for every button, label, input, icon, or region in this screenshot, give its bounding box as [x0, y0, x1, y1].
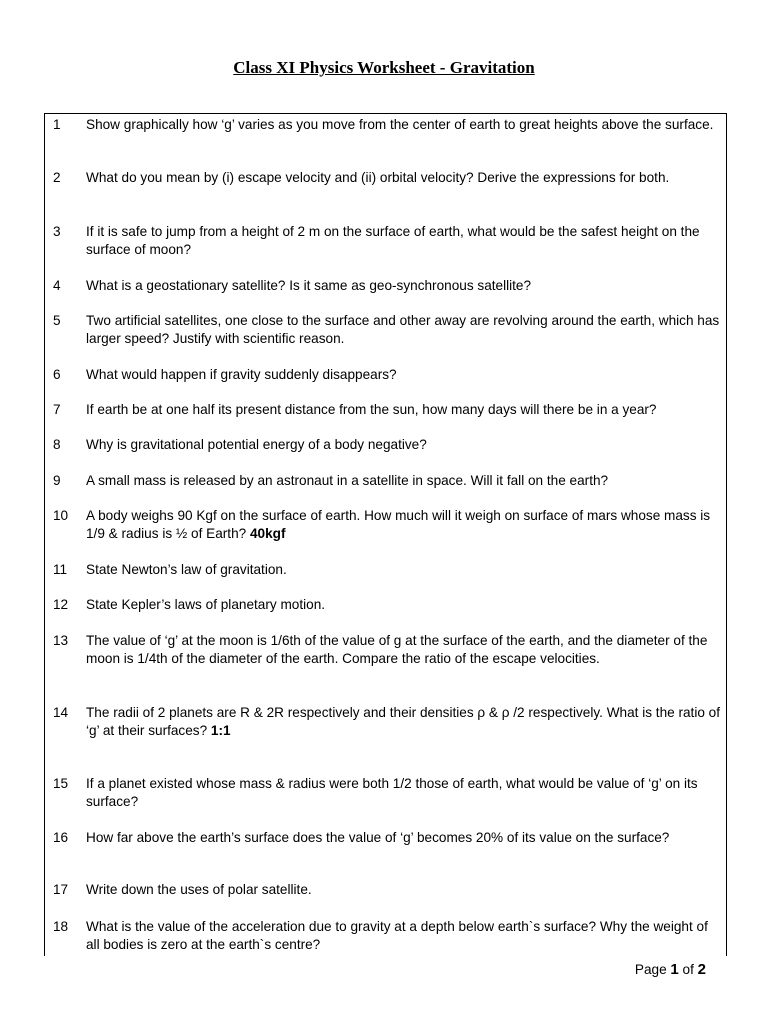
- question-text: A small mass is released by an astronaut in a satellite in space. Will it fall on the earth?: [86, 473, 609, 488]
- question-number: 6: [53, 367, 61, 382]
- question-text: If a planet existed whose mass & radius were both 1/2 those of earth, what would be value of ‘g’ on its surface?: [86, 776, 698, 809]
- question-number: 11: [53, 562, 68, 577]
- question-text: How far above the earth’s surface does the value of ‘g’ becomes 20% of its value on the surface?: [86, 830, 670, 845]
- question-number: 5: [53, 313, 61, 328]
- question-number: 14: [53, 705, 69, 720]
- question-number: 16: [53, 830, 69, 845]
- question-number: 4: [53, 278, 61, 293]
- question-number: 7: [53, 402, 61, 417]
- question-number: 18: [53, 919, 69, 934]
- question-text: State Newton’s law of gravitation.: [86, 562, 287, 577]
- question-number: 8: [53, 437, 61, 452]
- question-number: 10: [53, 508, 69, 523]
- question-number: 3: [53, 224, 61, 239]
- question-text: What would happen if gravity suddenly disappears?: [86, 367, 397, 382]
- of-label: of: [678, 962, 698, 977]
- question-text: What is the value of the acceleration due to gravity at a depth below earth`s surface? Why the weight of all bodies is zero at the earth`s centre?: [86, 919, 708, 952]
- question-text: What is a geostationary satellite? Is it same as geo-synchronous satellite?: [86, 278, 532, 293]
- question-number: 13: [53, 633, 69, 648]
- page-label: Page: [634, 962, 671, 977]
- question-number: 15: [53, 776, 69, 791]
- answer-text: 1:1: [210, 723, 231, 738]
- question-number: 17: [53, 882, 69, 897]
- question-text: The radii of 2 planets are R & 2R respectively and their densities ρ & ρ /2 respectively. What is the ratio of ‘g’ at their surfaces? 1:1: [86, 705, 721, 738]
- question-text: A body weighs 90 Kgf on the surface of earth. How much will it weigh on surface of mars whose mass is 1/9 & radius is ½ of Earth? 40kgf: [86, 508, 711, 541]
- question-text: What do you mean by (i) escape velocity and (ii) orbital velocity? Derive the expressions for both.: [86, 170, 670, 185]
- question-number: 1: [53, 117, 61, 132]
- question-text: If earth be at one half its present distance from the sun, how many days will there be in a year?: [86, 402, 657, 417]
- question-number: 2: [53, 170, 61, 185]
- question-number: 12: [53, 597, 69, 612]
- question-text: State Kepler’s laws of planetary motion.: [86, 597, 326, 612]
- answer-text: 40kgf: [249, 526, 286, 541]
- question-text: The value of ‘g’ at the moon is 1/6th of the value of g at the surface of the earth, and the diameter of the moon is 1/4th of the diameter of the earth. Compare the ratio of the escape velocities.: [86, 633, 708, 666]
- question-number: 9: [53, 473, 61, 488]
- question-text: Show graphically how ‘g’ varies as you move from the center of earth to great heights above the surface.: [86, 117, 714, 132]
- question-text: Why is gravitational potential energy of a body negative?: [86, 437, 427, 452]
- page-indicator: [635, 961, 706, 978]
- question-text: Two artificial satellites, one close to the surface and other away are revolving around the earth, which has larger speed? Justify with scientific reason.: [86, 313, 720, 346]
- question-text: Write down the uses of polar satellite.: [86, 882, 312, 897]
- total-pages-number: 2: [697, 961, 706, 978]
- worksheet-title: Class XI Physics Worksheet - Gravitation: [233, 58, 535, 77]
- current-page-number: 1: [670, 961, 679, 978]
- question-text: If it is safe to jump from a height of 2 m on the surface of earth, what would be the safest height on the surface of moon?: [86, 224, 700, 257]
- question-table: [44, 113, 727, 956]
